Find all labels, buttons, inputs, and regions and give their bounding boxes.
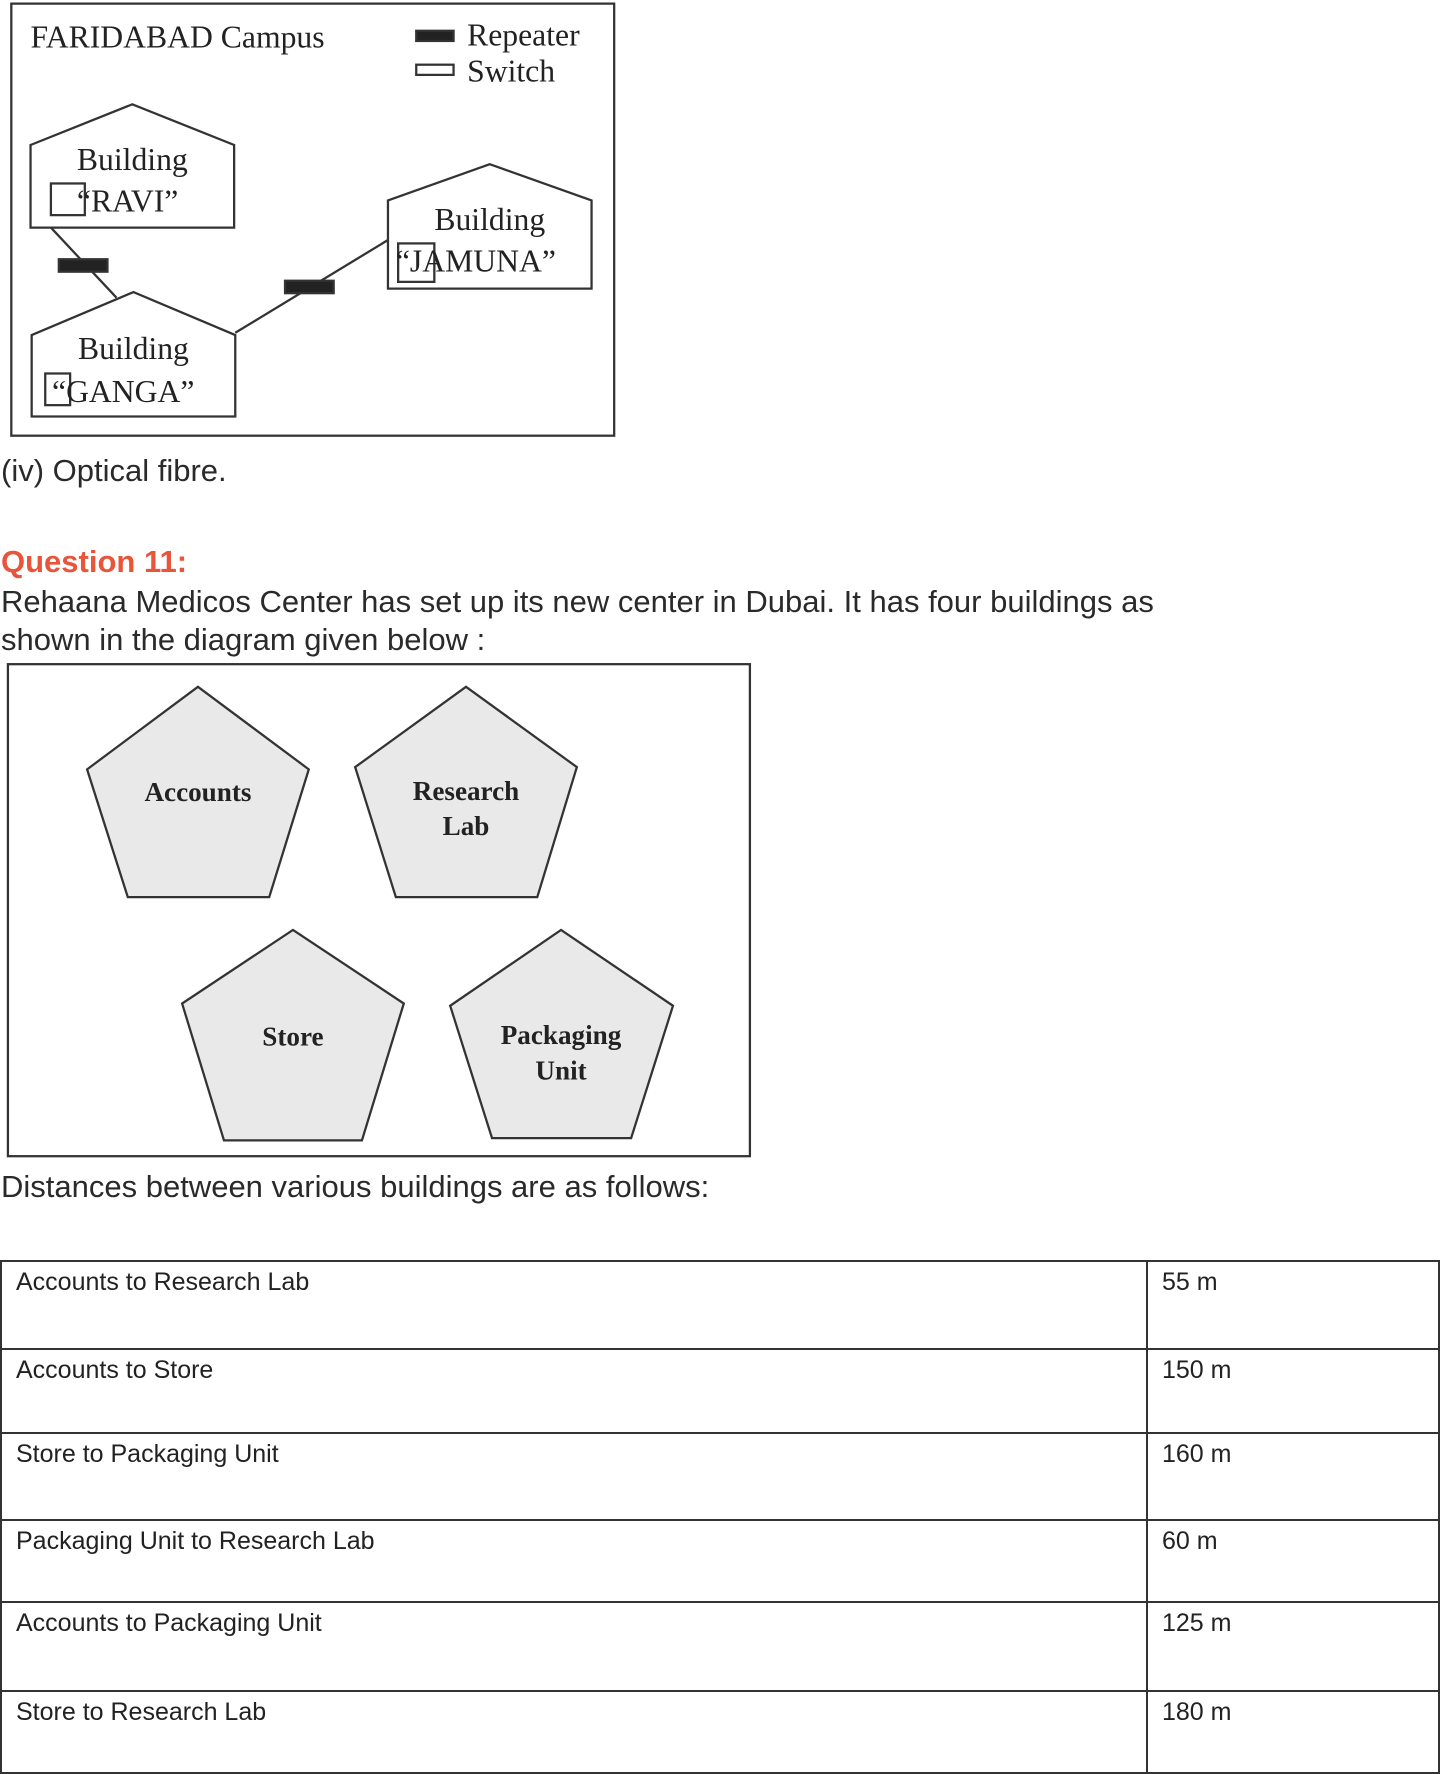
building-accounts <box>87 687 309 897</box>
table-row <box>1 1691 1439 1773</box>
table-row <box>1 1433 1439 1520</box>
building-label: Building <box>434 201 546 237</box>
building-ravi <box>31 104 235 227</box>
dubai-center-diagram <box>8 664 750 1156</box>
building-name: “RAVI” <box>76 183 179 219</box>
building-packaging-unit <box>450 930 673 1138</box>
distance-cell: 160 m <box>1147 1433 1439 1520</box>
building-research-lab <box>355 687 577 897</box>
repeater-icon <box>59 259 108 271</box>
building-jamuna <box>388 164 592 288</box>
building-label: Lab <box>442 810 490 841</box>
building-label: Building <box>78 330 189 366</box>
repeater-legend-icon <box>416 31 453 41</box>
route-cell: Accounts to Packaging Unit <box>1 1602 1147 1691</box>
answer-text: (iv) Optical fibre. <box>1 453 227 488</box>
building-name: “JAMUNA” <box>395 243 556 279</box>
faridabad-campus-diagram <box>11 4 614 436</box>
distances-intro: Distances between various buildings are as follows: <box>1 1169 710 1204</box>
question-line-1: Rehaana Medicos Center has set up its new center in Dubai. It has four buildings as <box>1 584 1154 619</box>
building-label: Building <box>76 141 188 177</box>
building-label: Accounts <box>144 777 252 808</box>
table-row <box>1 1602 1439 1691</box>
distance-cell: 150 m <box>1147 1349 1439 1433</box>
table-row <box>1 1261 1439 1349</box>
route-cell: Accounts to Research Lab <box>1 1261 1147 1349</box>
table-row <box>1 1520 1439 1602</box>
campus-title: FARIDABAD Campus <box>30 19 325 55</box>
distance-cell: 55 m <box>1147 1261 1439 1349</box>
route-cell: Packaging Unit to Research Lab <box>1 1520 1147 1602</box>
route-cell: Store to Packaging Unit <box>1 1433 1147 1520</box>
legend-switch: Switch <box>467 53 556 89</box>
route-cell: Store to Research Lab <box>1 1691 1147 1773</box>
question-heading: Question 11: <box>1 544 188 579</box>
distance-cell: 60 m <box>1147 1520 1439 1602</box>
building-label: Unit <box>535 1055 587 1086</box>
question-line-2: shown in the diagram given below : <box>1 622 486 657</box>
building-label: Research <box>412 775 520 806</box>
distance-cell: 180 m <box>1147 1691 1439 1773</box>
repeater-icon <box>285 281 334 293</box>
building-name: “GANGA” <box>52 373 195 409</box>
switch-legend-icon <box>416 65 453 75</box>
building-label: Packaging <box>500 1020 622 1051</box>
table-row <box>1 1349 1439 1433</box>
route-cell: Accounts to Store <box>1 1349 1147 1433</box>
building-ganga <box>32 292 236 416</box>
building-label: Store <box>262 1021 324 1052</box>
building-store <box>182 930 404 1140</box>
distance-cell: 125 m <box>1147 1602 1439 1691</box>
legend-repeater: Repeater <box>467 17 580 53</box>
distances-table <box>0 1260 1440 1774</box>
